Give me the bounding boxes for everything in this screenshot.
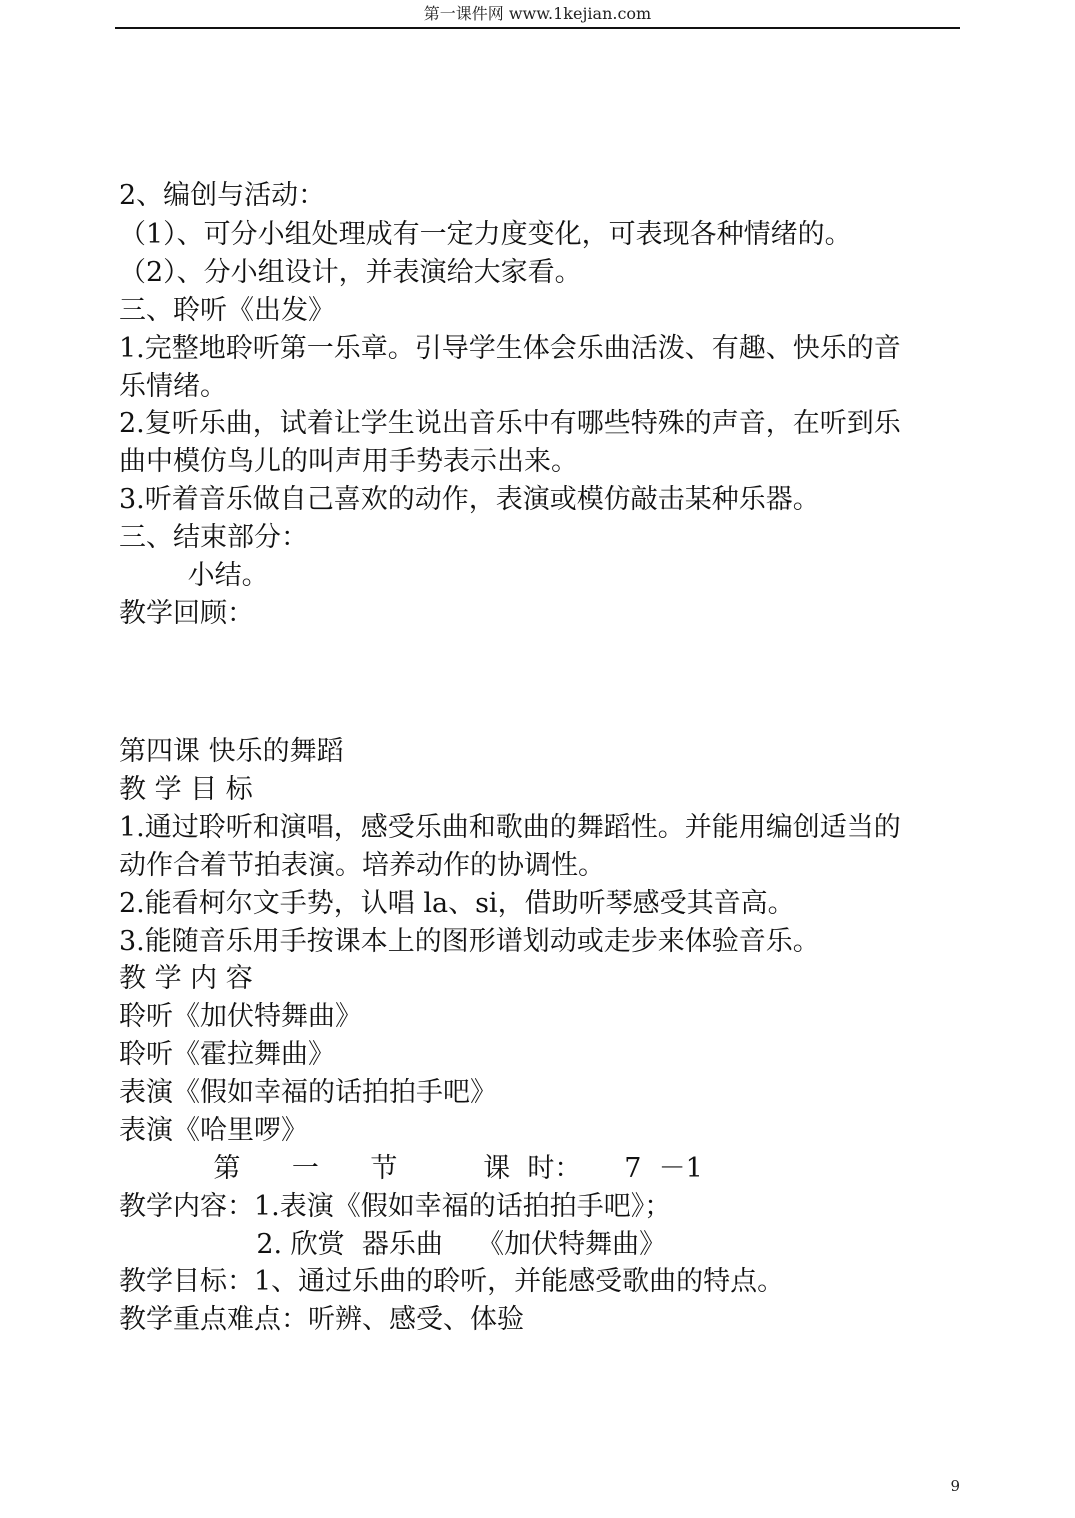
text-line: 聆听《加伏特舞曲》 [119, 1001, 362, 1032]
text-line: 教学内容：1.表演《假如幸福的话拍拍手吧》； [119, 1191, 672, 1222]
page-number: 9 [950, 1477, 960, 1495]
lesson-section-line: 第 一 节 课 时： 7 －1 [119, 1153, 703, 1184]
section-heading: 教 学 目 标 [119, 774, 253, 805]
text-line: 2.复听乐曲，试着让学生说出音乐中有哪些特殊的声音，在听到乐 [119, 408, 901, 439]
text-line: 曲中模仿鸟儿的叫声用手势表示出来。 [119, 446, 578, 477]
text-line: 教学目标：1、通过乐曲的聆听，并能感受歌曲的特点。 [119, 1266, 785, 1297]
text-line: 2. 欣赏 器乐曲 《加伏特舞曲》 [119, 1229, 667, 1260]
header-divider [115, 27, 960, 29]
text-line: 1.完整地聆听第一乐章。引导学生体会乐曲活泼、有趣、快乐的音 [119, 333, 901, 364]
text-line: （1）、可分小组处理成有一定力度变化，可表现各种情绪的。 [119, 219, 852, 250]
page-header: 第一课件网 www.1kejian.com [423, 4, 652, 23]
text-line: 表演《哈里啰》 [119, 1115, 308, 1146]
text-line: 教学回顾： [119, 598, 254, 629]
text-line: 2.能看柯尔文手势，认唱 la、si，借助听琴感受其音高。 [119, 888, 795, 919]
text-line: 乐情绪。 [119, 371, 227, 402]
text-line: 小结。 [119, 560, 269, 591]
lesson-title: 第四课 快乐的舞蹈 [119, 736, 344, 767]
text-line: 动作合着节拍表演。培养动作的协调性。 [119, 850, 605, 881]
text-line: 3.能随音乐用手按课本上的图形谱划动或走步来体验音乐。 [119, 926, 820, 957]
text-line: 聆听《霍拉舞曲》 [119, 1039, 335, 1070]
text-line: 三、聆听《出发》 [119, 295, 335, 326]
text-line: 教学重点难点：听辨、感受、体验 [119, 1304, 524, 1335]
text-line: 1.通过聆听和演唱，感受乐曲和歌曲的舞蹈性。并能用编创适当的 [119, 812, 901, 843]
text-line: 表演《假如幸福的话拍拍手吧》 [119, 1077, 497, 1108]
text-line: 2、编创与活动： [119, 180, 326, 211]
text-line: 3.听着音乐做自己喜欢的动作，表演或模仿敲击某种乐器。 [119, 484, 820, 515]
section-heading: 教 学 内 容 [119, 963, 253, 994]
text-line: （2）、分小组设计，并表演给大家看。 [119, 257, 582, 288]
text-line: 三、结束部分： [119, 522, 308, 553]
